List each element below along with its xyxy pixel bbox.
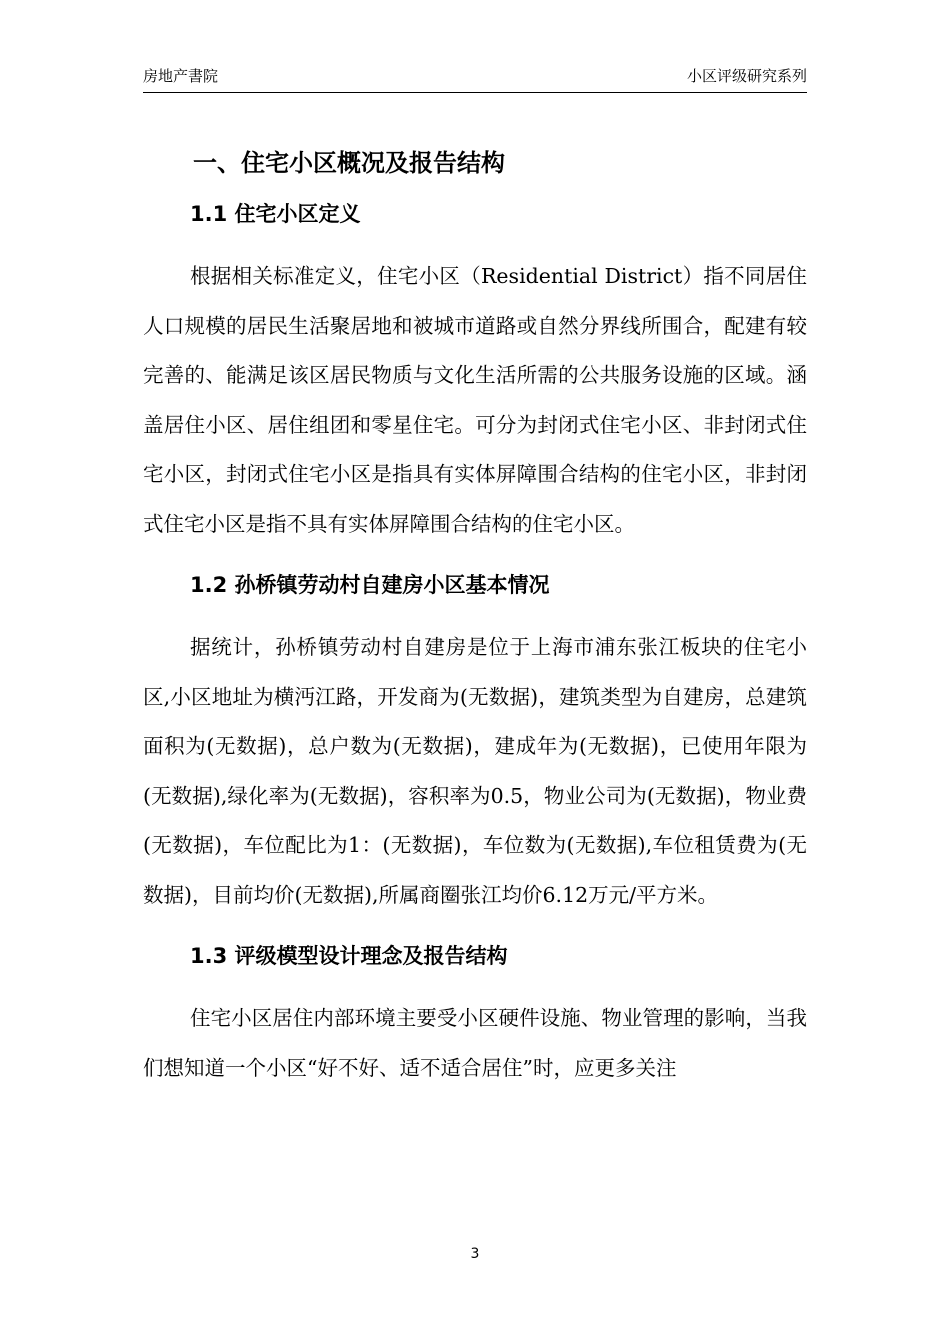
paragraph-definition: 根据相关标准定义，住宅小区（Residential District）指不同居住人口规模的居民生活聚居地和被城市道路或自然分界线所围合，配建有较完善的、能满足该区居民物质与文化生活所需的公共服务设施的区域。涵盖居住小区、居住组团和零星住宅。可分为封闭式住宅小区、非封闭式住宅小区，封闭式住宅小区是指具有实体屏障围合结构的住宅小区，非封闭式住宅小区是指不具有实体屏障围合结构的住宅小区。 (143, 264, 807, 536)
subsection-heading-1-3: 1.3 评级模型设计理念及报告结构 (190, 944, 508, 968)
page-number: 3 (470, 1246, 480, 1262)
subsection-heading-1-1: 1.1 住宅小区定义 (190, 202, 361, 226)
section-title: 一、住宅小区概况及报告结构 (193, 149, 505, 177)
page-body (143, 140, 807, 1093)
page-header (143, 64, 807, 93)
paragraph-model-design: 住宅小区居住内部环境主要受小区硬件设施、物业管理的影响，当我们想知道一个小区“好不好、适不适合居住”时，应更多关注 (143, 1006, 807, 1080)
header-series-title: 小区评级研究系列 (686, 67, 807, 85)
header-publisher: 房地产書院 (143, 67, 219, 85)
paragraph-basic-info: 据统计，孙桥镇劳动村自建房是位于上海市浦东张江板块的住宅小区,小区地址为横沔江路，开发商为(无数据)，建筑类型为自建房，总建筑面积为(无数据)，总户数为(无数据)，建成年为(无数据)，已使用年限为(无数据),绿化率为(无数据)，容积率为0.5，物业公司为(无数据)，物业费(无数据)，车位配比为1：(无数据)，车位数为(无数据),车位租赁费为(无数据)，目前均价(无数据),所属商圈张江均价6.12万元/平方米。 (143, 635, 807, 907)
subsection-heading-1-2: 1.2 孙桥镇劳动村自建房小区基本情况 (190, 573, 550, 597)
